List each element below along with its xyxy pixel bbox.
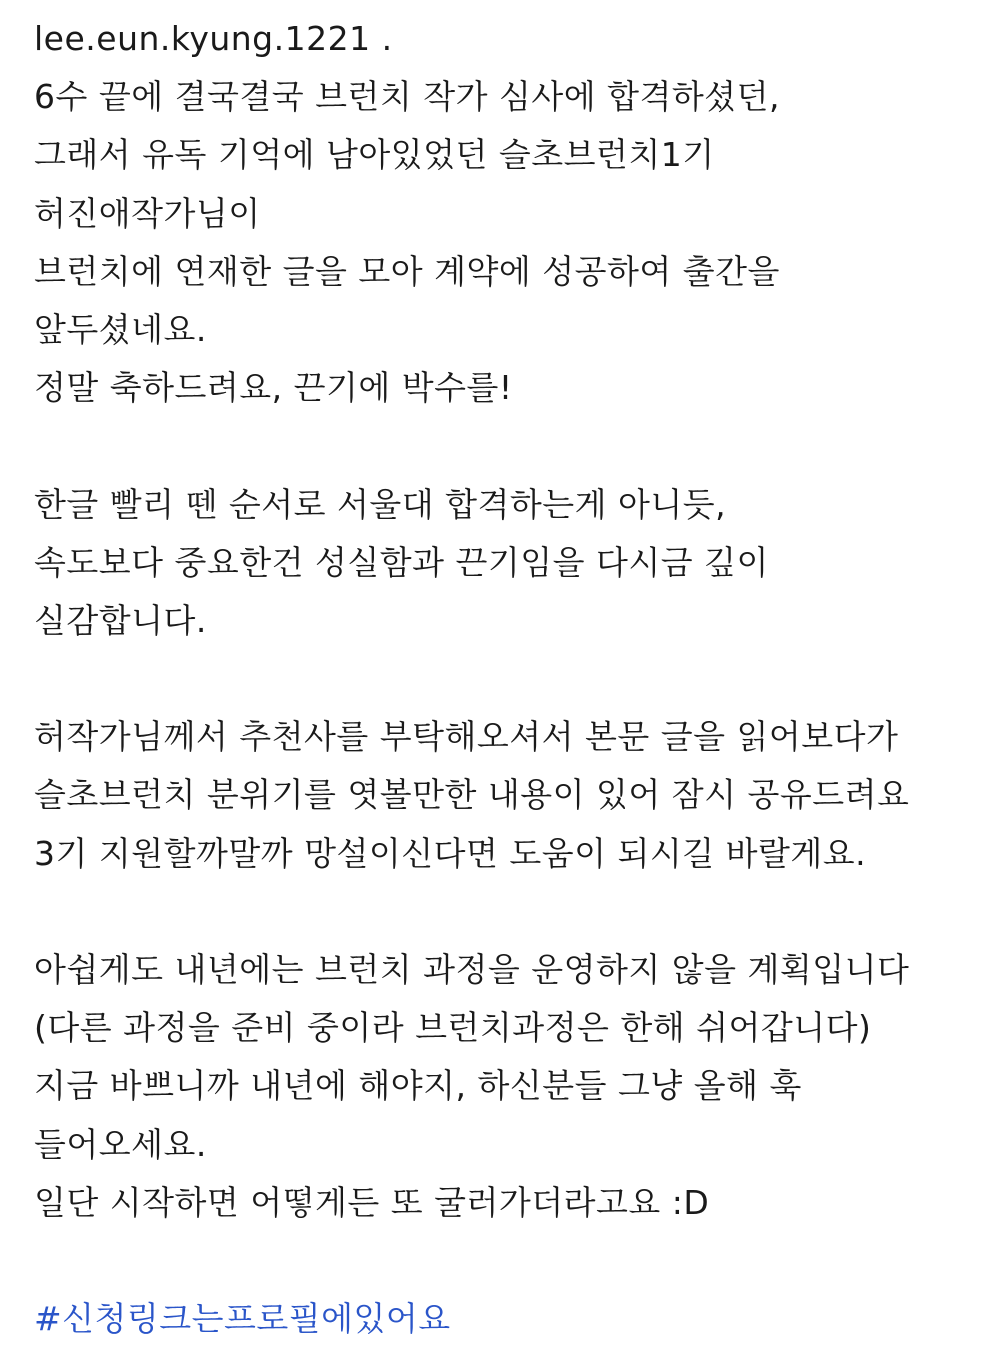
caption-line: 일단 시작하면 어떻게든 또 굴러가더라고요 :D [34, 1182, 710, 1222]
paragraph-gap [34, 417, 994, 475]
caption-line: 실감합니다. [34, 600, 207, 640]
caption-line: 슬초브런치 분위기를 엿볼만한 내용이 있어 잠시 공유드려요 [34, 775, 910, 815]
caption-line: 브런치에 연재한 글을 모아 계약에 성공하여 출간을 [34, 251, 780, 291]
caption-line: 아쉽게도 내년에는 브런치 과정을 운영하지 않을 계획입니다 [34, 950, 910, 989]
paragraph-gap [34, 883, 994, 941]
paragraph-gap [34, 1232, 994, 1290]
caption-line: 그래서 유독 기억에 남아있었던 슬초브런치1기 [34, 135, 715, 175]
caption-line: 허작가님께서 추천사를 부탁해오셔서 본문 글을 읽어보다가 [34, 717, 899, 757]
username[interactable]: lee.eun.kyung.1221 . [34, 19, 393, 58]
caption-line: 3기 지원할까말까 망설이신다면 도움이 되시길 바랄게요. [34, 833, 867, 873]
hashtag-link[interactable]: #신청링크는프로필에있어요 [34, 1299, 451, 1339]
caption-line: 들어오세요. [34, 1124, 207, 1164]
caption-line: 앞두셨네요. [34, 309, 207, 349]
caption-line: 한글 빨리 뗀 순서로 서울대 합격하는게 아니듯, [34, 484, 727, 524]
post-caption [34, 10, 994, 1348]
caption-line: (다른 과정을 준비 중이라 브런치과정은 한해 쉬어갑니다) [34, 1008, 872, 1048]
caption-line: 속도보다 중요한건 성실함과 끈기임을 다시금 깊이 [34, 542, 769, 582]
caption-line: 정말 축하드려요, 끈기에 박수를! [34, 368, 513, 408]
caption-line: 지금 바쁘니까 내년에 해야지, 하신분들 그냥 올해 훅 [34, 1066, 802, 1106]
paragraph-gap [34, 650, 994, 708]
caption-line: 6수 끝에 결국결국 브런치 작가 심사에 합격하셨던, [34, 77, 780, 117]
caption-line: 허진애작가님이 [34, 193, 261, 233]
